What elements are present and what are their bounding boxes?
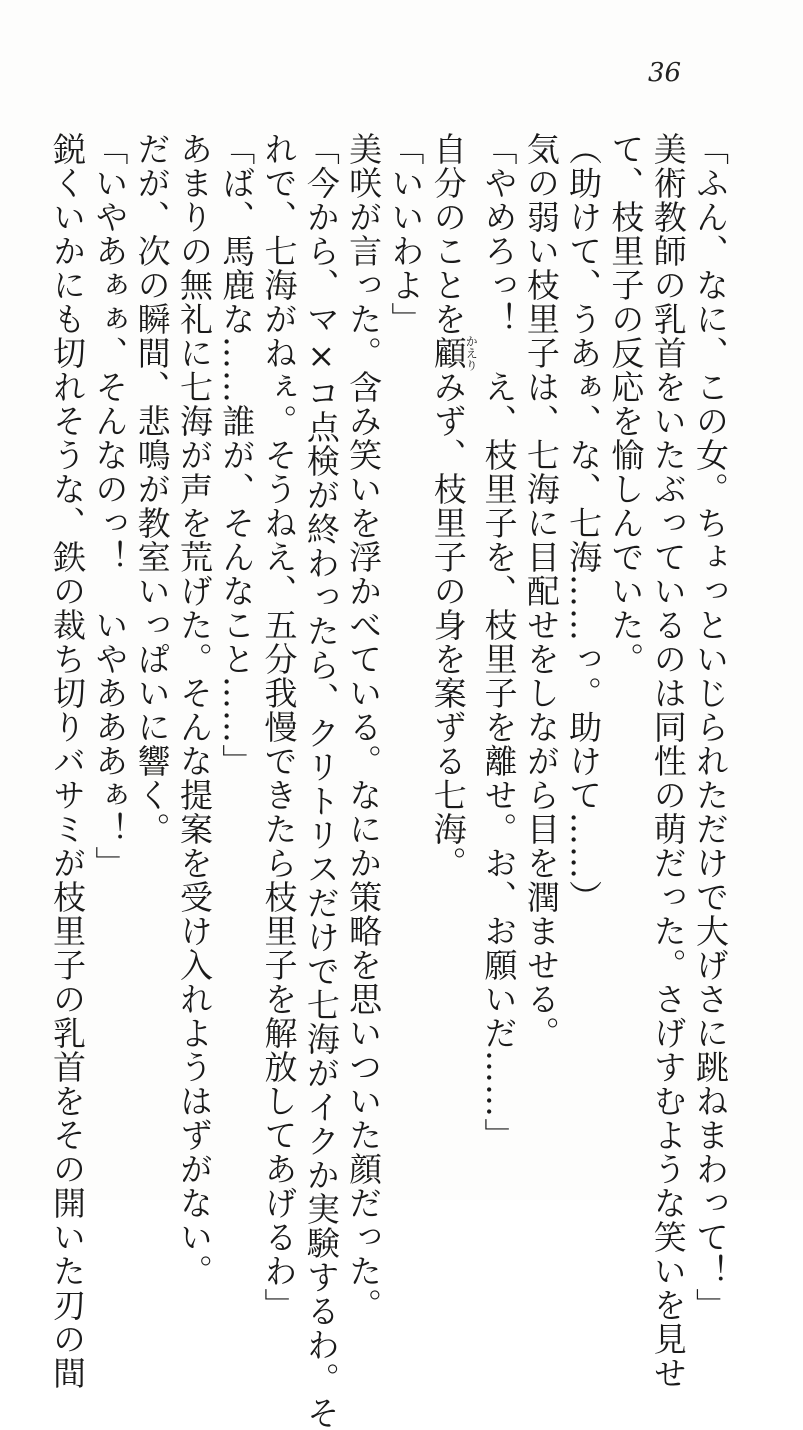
text-line-14: だが、次の瞬間、悲鳴が教室いっぱいに響く。 (132, 132, 172, 846)
text-line-11: れで、七海がねぇ。そうねえ、五分我慢できたら枝里子を解放してあげるわ」 (259, 132, 299, 1322)
text-line-7 (426, 132, 477, 1122)
page-number: 36 (648, 58, 682, 88)
ruby-base: 顧 (428, 335, 468, 371)
text-line-3: て、枝里子の反応を愉しんでいた。 (606, 132, 646, 676)
text-line-8: 「いいわよ」 (386, 132, 426, 336)
text-line-13: あまりの無礼に七海が声を荒げた。そんな提案を受け入れようはずがない。 (174, 132, 214, 1288)
ruby-reading: かえり (464, 335, 479, 371)
text-line-5: 気の弱い枝里子は、七海に目配せをしながら目を潤ませる。 (521, 132, 561, 1050)
text-line-1: 「ふん、なに、この女。ちょっといじられただけで大げさに跳ねまわって！」 (691, 132, 730, 1322)
text-line-15: 「いやあぁぁ、そんなのっ！ いやあああぁ！」 (90, 132, 130, 880)
body-text (46, 132, 731, 1430)
text-line-4: （助けて、うあぁ、な、七海……っ。助けて……） (564, 132, 604, 914)
ruby-word (428, 335, 479, 371)
text-line-7-start: 自分のことを (428, 132, 468, 336)
text-line-7-end: みず、枝里子の身を案ずる七海。 (428, 370, 468, 880)
text-line-16: 鋭くいかにも切れそうな、鉄の裁ち切りバサミが枝里子の乳首をその開いた刃の間 (48, 132, 88, 1390)
text-line-9: 美咲が言った。含み笑いを浮かべている。なにか策略を思いついた顔だった。 (344, 132, 384, 1322)
text-line-2: 美術教師の乳首をいたぶっているのは同性の萌だった。さげすむような笑いを見せ (648, 132, 688, 1390)
text-line-6: 「やめろっ！ え、枝里子を、枝里子を離せ。お、お願いだ……」 (479, 132, 519, 1152)
text-line-10: 「今から、マ×コ点検が終わったら、クリトリスだけで七海がイクか実験するわ。そ (301, 132, 341, 1430)
text-line-12: 「ば、馬鹿な……誰が、そんなこと……」 (217, 132, 257, 778)
